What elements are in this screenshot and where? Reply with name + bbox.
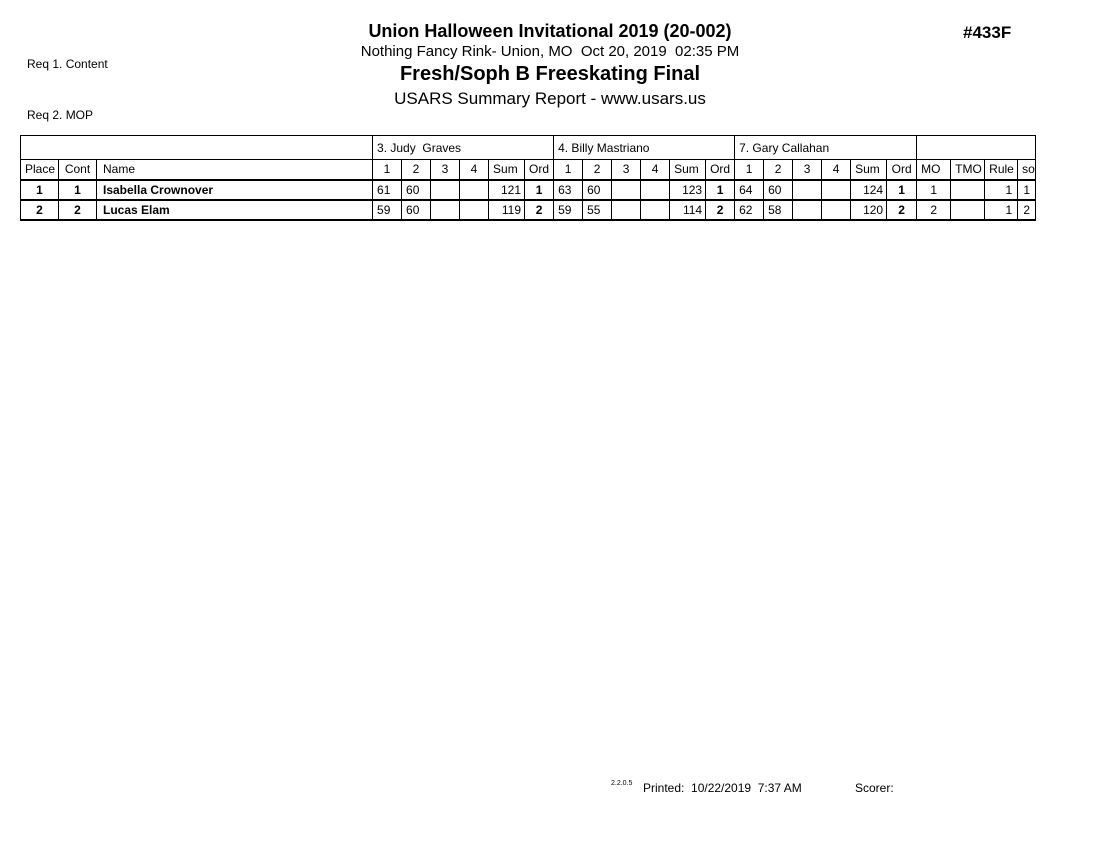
mo-value: 2	[917, 200, 951, 220]
j2-score-2: 55	[583, 200, 612, 220]
j3-ord: 2	[887, 200, 917, 220]
header-j3-1: 1	[735, 160, 764, 180]
judge-row-spacer-right	[917, 136, 1036, 160]
so-value: 2	[1018, 200, 1036, 220]
j1-score-2: 60	[402, 180, 431, 200]
j2-score-3	[612, 180, 641, 200]
header-j3-3: 3	[793, 160, 822, 180]
j1-score-1: 59	[373, 200, 402, 220]
table-row	[21, 180, 1036, 200]
judge-row-spacer-left	[21, 136, 373, 160]
j1-score-4	[460, 180, 489, 200]
header-j3-2: 2	[764, 160, 793, 180]
so-value: 1	[1018, 180, 1036, 200]
j2-score-4	[641, 200, 670, 220]
j3-score-1: 62	[735, 200, 764, 220]
printed-timestamp: Printed: 10/22/2019 7:37 AM	[643, 781, 802, 795]
header-j1-4: 4	[460, 160, 489, 180]
header-j1-sum: Sum	[489, 160, 525, 180]
tmo-value	[951, 180, 985, 200]
results-table	[20, 135, 1036, 221]
scorer-label: Scorer:	[855, 781, 894, 795]
j1-score-3	[431, 180, 460, 200]
cont-value: 1	[59, 180, 97, 200]
judge-header-row	[21, 136, 1036, 160]
cont-value: 2	[59, 200, 97, 220]
j1-sum: 119	[489, 200, 525, 220]
header-j1-ord: Ord	[525, 160, 554, 180]
j1-ord: 2	[525, 200, 554, 220]
judge-1-name: 3. Judy Graves	[373, 136, 554, 160]
j2-sum: 114	[670, 200, 706, 220]
place-value: 1	[21, 180, 59, 200]
j3-score-3	[793, 200, 822, 220]
j2-score-2: 60	[583, 180, 612, 200]
header-j2-1: 1	[554, 160, 583, 180]
header-j2-4: 4	[641, 160, 670, 180]
j3-ord: 1	[887, 180, 917, 200]
header-j2-sum: Sum	[670, 160, 706, 180]
rule-value: 1	[985, 200, 1018, 220]
header-j2-ord: Ord	[706, 160, 735, 180]
venue-date: Nothing Fancy Rink- Union, MO Oct 20, 2019 02:35 PM	[360, 43, 740, 60]
j1-sum: 121	[489, 180, 525, 200]
judge-2-name: 4. Billy Mastriano	[554, 136, 735, 160]
report-number: #433F	[963, 23, 1012, 42]
j2-score-3	[612, 200, 641, 220]
header-j3-ord: Ord	[887, 160, 917, 180]
judge-3-name: 7. Gary Callahan	[735, 136, 917, 160]
header-rule: Rule	[985, 160, 1018, 180]
j3-score-1: 64	[735, 180, 764, 200]
header-mo: MO	[917, 160, 951, 180]
requirement-note-1: Req 1. Content	[27, 57, 108, 71]
report-header	[0, 21, 1100, 111]
j2-score-1: 63	[554, 180, 583, 200]
header-j1-1: 1	[373, 160, 402, 180]
j1-score-4	[460, 200, 489, 220]
header-cont: Cont	[59, 160, 97, 180]
j3-score-2: 58	[764, 200, 793, 220]
header-place: Place	[21, 160, 59, 180]
j1-ord: 1	[525, 180, 554, 200]
requirement-note-2: Req 2. MOP	[27, 108, 94, 122]
j2-ord: 2	[706, 200, 735, 220]
j1-score-2: 60	[402, 200, 431, 220]
j3-score-2: 60	[764, 180, 793, 200]
place-value: 2	[21, 200, 59, 220]
j3-sum: 120	[851, 200, 887, 220]
page-title: Fresh/Soph B Freeskating Final	[399, 63, 701, 85]
j2-score-1: 59	[554, 200, 583, 220]
header-name: Name	[97, 160, 373, 180]
j3-sum: 124	[851, 180, 887, 200]
header-j2-3: 3	[612, 160, 641, 180]
tmo-value	[951, 200, 985, 220]
skater-name: Lucas Elam	[97, 200, 373, 220]
header-j3-sum: Sum	[851, 160, 887, 180]
report-type: USARS Summary Report - www.usars.us	[394, 89, 706, 108]
software-version: 2.2.0.5	[611, 780, 633, 787]
event-name: Union Halloween Invitational 2019 (20-002)	[368, 21, 732, 41]
header-j3-4: 4	[822, 160, 851, 180]
header-j1-3: 3	[431, 160, 460, 180]
j1-score-3	[431, 200, 460, 220]
j3-score-3	[793, 180, 822, 200]
skater-name: Isabella Crownover	[97, 180, 373, 200]
j2-score-4	[641, 180, 670, 200]
rule-value: 1	[985, 180, 1018, 200]
j3-score-4	[822, 180, 851, 200]
header-j2-2: 2	[583, 160, 612, 180]
header-j1-2: 2	[402, 160, 431, 180]
j2-sum: 123	[670, 180, 706, 200]
header-so: so	[1018, 160, 1036, 180]
table-row	[21, 200, 1036, 220]
j1-score-1: 61	[373, 180, 402, 200]
j2-ord: 1	[706, 180, 735, 200]
column-header-row	[21, 160, 1036, 180]
header-tmo: TMO	[951, 160, 985, 180]
mo-value: 1	[917, 180, 951, 200]
j3-score-4	[822, 200, 851, 220]
